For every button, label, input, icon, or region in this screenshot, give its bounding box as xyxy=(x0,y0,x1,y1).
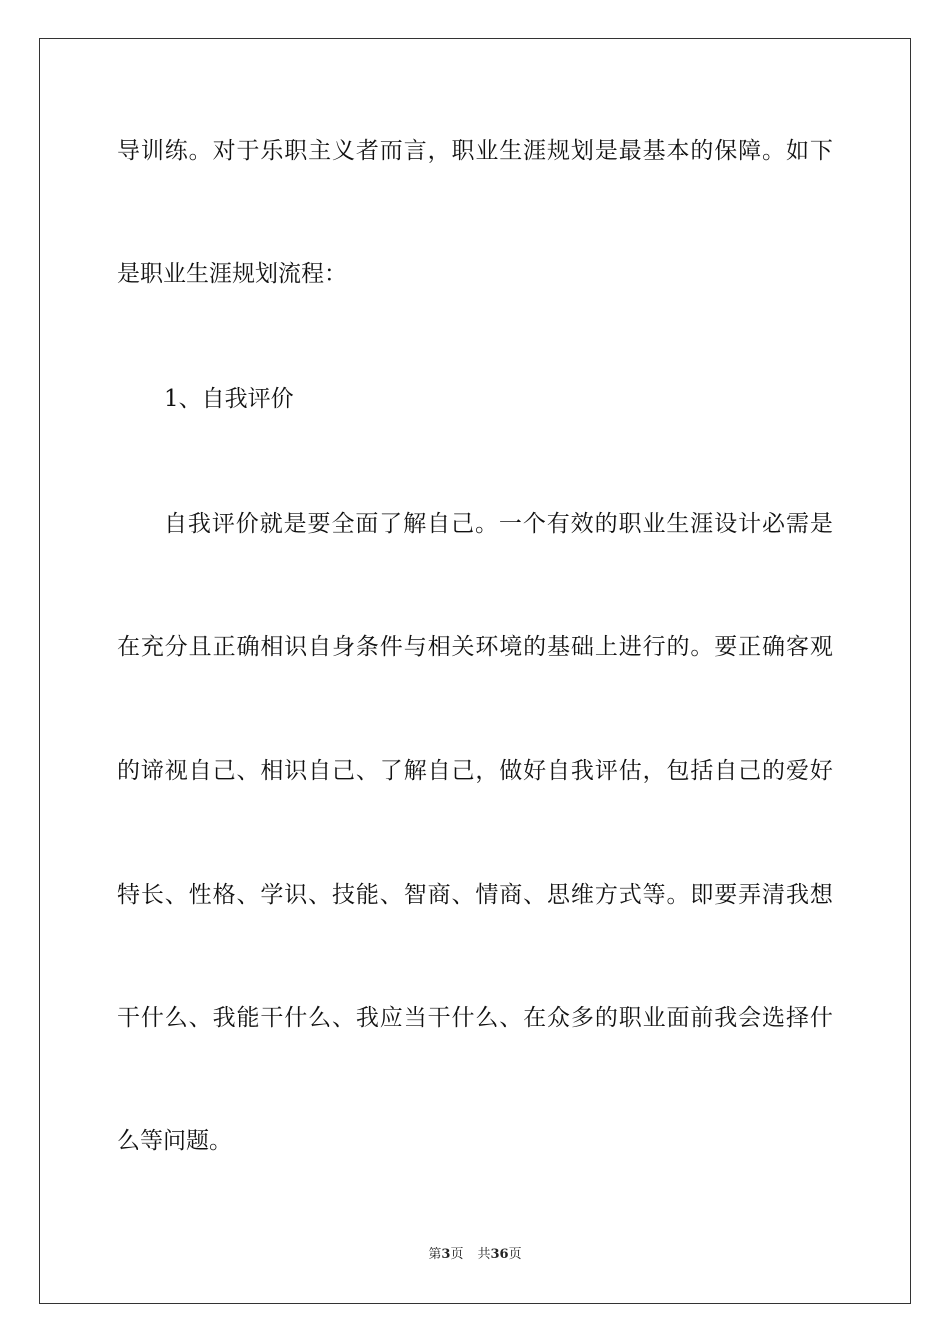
total-pages: 36 xyxy=(490,1247,509,1262)
page-suffix: 页 xyxy=(450,1247,464,1262)
paragraph-line-4: 在 充 分 且 正 确 相 识 自 身 条 件 与 相 关 环 境 的 基 础 上 进 行 的 。 要 正 确 客 观 xyxy=(117,634,833,660)
paragraph-line-1: 导 训 练 。 对 于 乐 职 主 义 者 而 言 ， 职 业 生 涯 规 划 是 最 基 本 的 保 障 。 如 下 xyxy=(117,138,833,164)
paragraph-line-2: 是职业生涯规划流程： xyxy=(117,261,347,287)
paragraph-line-5: 的 谛 视 自 己 、 相 识 自 己 、 了 解 自 己 ， 做 好 自 我 评 估 ， 包 括 自 己 的 爱 好 xyxy=(117,758,833,784)
page-border xyxy=(39,38,911,1304)
page-prefix: 第 xyxy=(428,1247,442,1262)
page-number: 3 xyxy=(441,1247,451,1262)
total-prefix: 共 xyxy=(477,1247,491,1262)
section-heading: 1、自我评价 xyxy=(164,386,294,412)
paragraph-line-6: 特 长 、 性 格 、 学 识 、 技 能 、 智 商 、 情 商 、 思 维 方 式 等 。 即 要 弄 清 我 想 xyxy=(117,882,833,908)
paragraph-line-3: 自 我 评 价 就 是 要 全 面 了 解 自 己 。 一 个 有 效 的 职 业 生 涯 设 计 必 需 是 xyxy=(164,511,833,537)
total-suffix: 页 xyxy=(508,1247,522,1262)
page-footer xyxy=(0,1246,950,1264)
paragraph-line-8: 么等问题。 xyxy=(117,1128,232,1154)
paragraph-line-7: 干 什 么 、 我 能 干 什 么 、 我 应 当 干 什 么 、 在 众 多 的 职 业 面 前 我 会 选 择 什 xyxy=(117,1005,833,1031)
